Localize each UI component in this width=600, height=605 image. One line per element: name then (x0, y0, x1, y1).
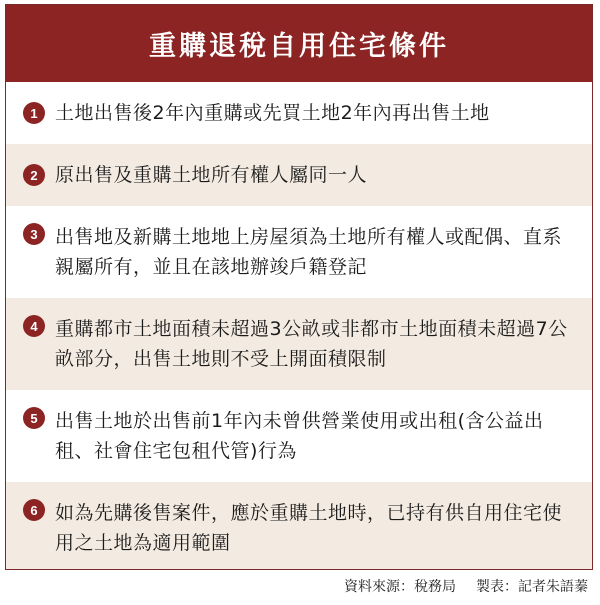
number-badge: 1 (23, 102, 45, 124)
list-item (6, 298, 592, 390)
condition-text: 出售地及新購土地地上房屋須為土地所有權人或配偶、直系親屬所有，並且在該地辦竣戶籍登記 (55, 226, 563, 278)
condition-text: 土地出售後2年內重購或先買土地2年內再出售土地 (55, 102, 490, 124)
conditions-list (6, 82, 592, 570)
number-badge: 5 (23, 407, 45, 429)
list-item (6, 206, 592, 298)
author-credit: 製表：記者朱語蓁 (476, 579, 588, 595)
number-badge: 4 (23, 315, 45, 337)
card-header (6, 5, 592, 82)
list-item (6, 482, 592, 570)
source-credit: 資料來源：稅務局 (344, 579, 456, 595)
list-item (6, 82, 592, 144)
number-badge: 6 (23, 499, 45, 521)
number-badge: 3 (23, 223, 45, 245)
condition-text: 重購都市土地面積未超過3公畝或非都市土地面積未超過7公畝部分，出售土地則不受上開面積限制 (55, 318, 568, 370)
info-card (5, 4, 593, 570)
condition-text: 出售土地於出售前1年內未曾供營業使用或出租(含公益出租、社會住宅包租代管)行為 (55, 410, 544, 462)
list-item (6, 144, 592, 206)
condition-text: 原出售及重購土地所有權人屬同一人 (55, 164, 368, 186)
condition-text: 如為先購後售案件，應於重購土地時，已持有供自用住宅使用之土地為適用範圍 (55, 502, 563, 554)
card-title: 重購退稅自用住宅條件 (149, 31, 449, 62)
footer-credits (344, 576, 588, 596)
number-badge: 2 (23, 164, 45, 186)
list-item (6, 390, 592, 482)
